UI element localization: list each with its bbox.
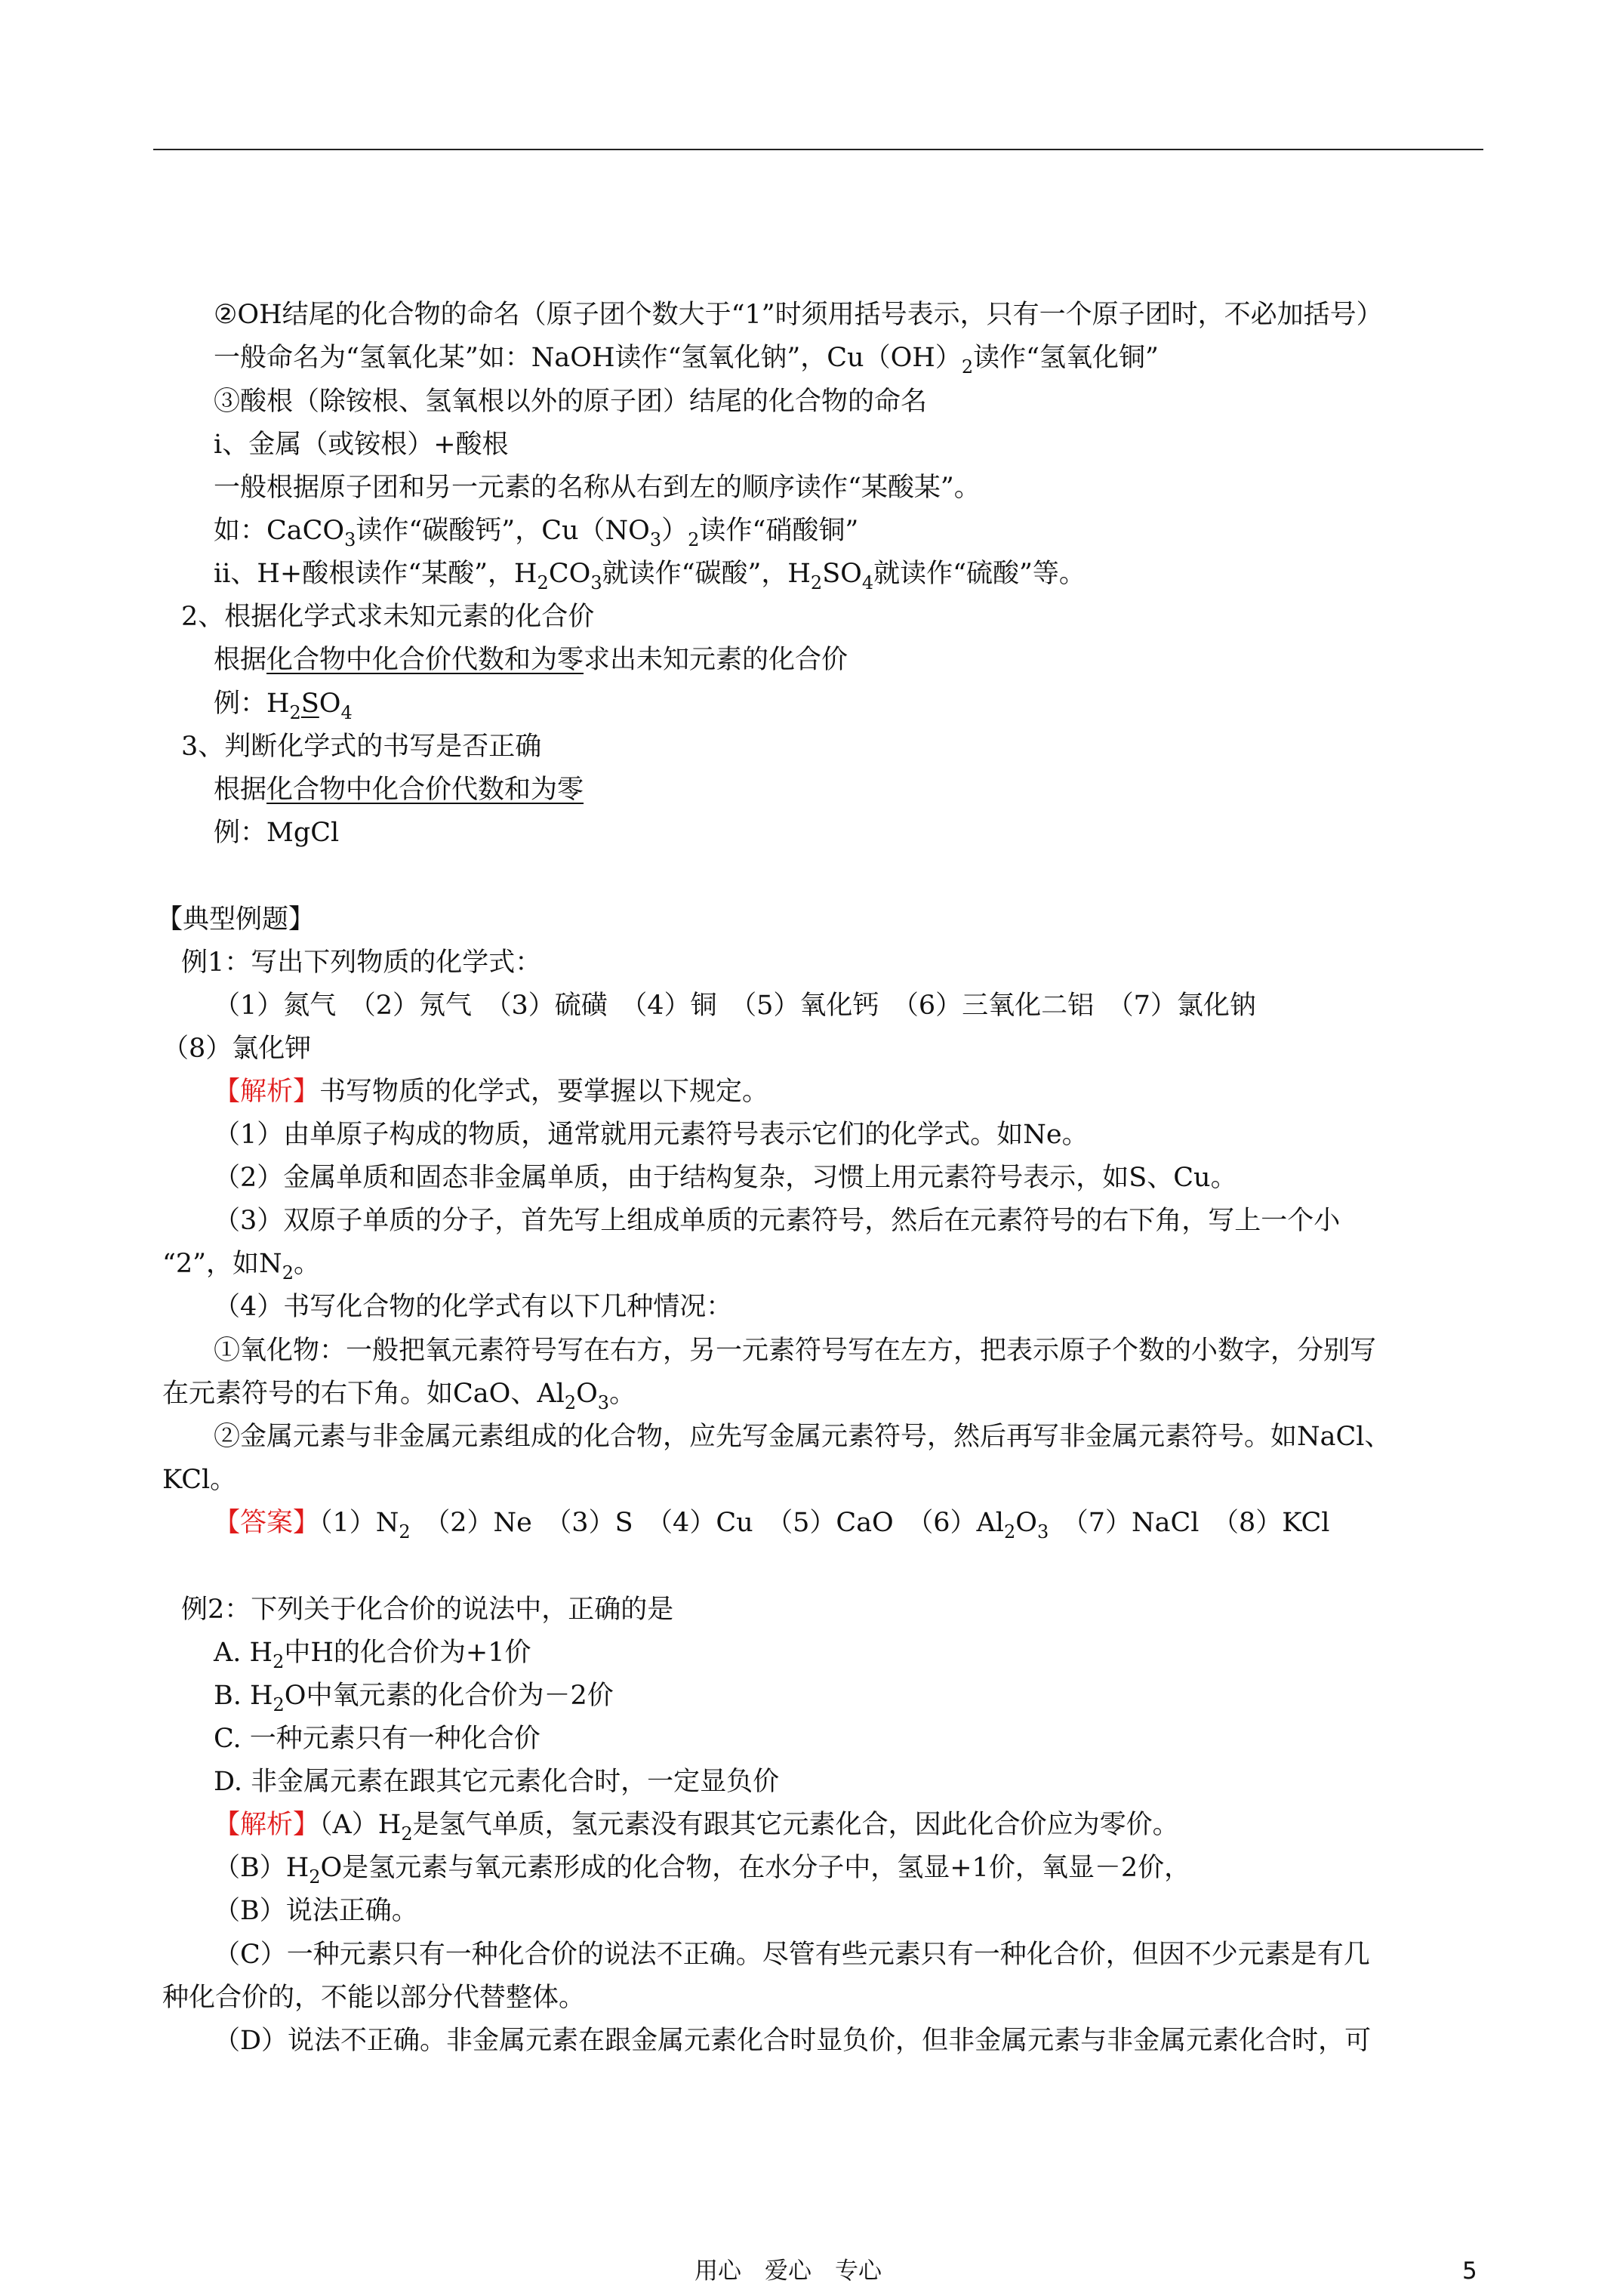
text-line: （1）由单原子构成的物质，通常就用元素符号表示它们的化学式。如Ne。 [214, 1120, 1089, 1150]
text-line: （8）氯化钾 [162, 1034, 312, 1064]
text-line: （1）氮气 （2）氖气 （3）硫磺 （4）铜 （5）氧化钙 （6）三氧化二铝 （7）氯化钠 [214, 991, 1256, 1021]
text-line: 一般命名为“氢氧化某”如：NaOH读作“氢氧化钠”，$Cu(OH)_2$读作“氢氧化铜” [214, 343, 1159, 378]
section-heading: 【典型例题】 [156, 905, 316, 935]
text-line: ⅰ、金属（或铵根）+酸根 [214, 430, 509, 460]
text-line: （2）金属单质和固态非金属单质，由于结构复杂，习惯上用元素符号表示，如S、Cu。 [214, 1163, 1237, 1193]
text-line: $(B)H_2O$是氢元素与氧元素形成的化合物，在水分子中，氢显+1价，氧显－2价， [214, 1853, 1191, 1888]
text-line: 【答案】$(1)N_2$ （2）Ne （3）S （4）Cu （5）CaO $(6)Al_2O_3$ （7）NaCl （8）KCl [214, 1508, 1330, 1542]
text-line: （B）说法正确。 [214, 1896, 418, 1926]
analysis-tag: 【解析】 [214, 1077, 320, 1107]
text-line: （C）一种元素只有一种化合价的说法不正确。尽管有些元素只有一种化合价，但因不少元素是有几 [214, 1940, 1370, 1970]
text-line: 2、根据化学式求未知元素的化合价 [181, 602, 595, 632]
text-line: ⅱ、H+酸根读作“某酸”，$H_2CO_3$就读作“碳酸”，$H_2SO_4$就读作“硫酸”等。 [214, 559, 1086, 593]
page-number: 5 [1462, 2257, 1477, 2285]
text-line: “2”，如$N_2$。 [162, 1249, 320, 1284]
text-line: （4）书写化合物的化学式有以下几种情况： [214, 1292, 733, 1322]
text-line: （3）双原子单质的分子，首先写上组成单质的元素符号，然后在元素符号的右下角，写上一个小 [214, 1206, 1341, 1236]
text-line: KCl。 [162, 1465, 237, 1495]
text-line: 如：CaCO$_3$读作“碳酸钙”，$Cu(NO_3)_2$读作“硝酸铜” [214, 516, 859, 550]
text-line: D. 非金属元素在跟其它元素化合时，一定显负价 [214, 1767, 780, 1797]
text-line: 种化合价的，不能以部分代替整体。 [162, 1983, 586, 2013]
analysis-tag: 【解析】 [214, 1810, 320, 1840]
text-line: ②OH结尾的化合物的命名（原子团个数大于“1”时须用括号表示，只有一个原子团时，不必加括号） [214, 300, 1383, 330]
text-line: ①氧化物：一般把氧元素符号写在右方，另一元素符号写在左方，把表示原子个数的小数字，分别写 [214, 1336, 1377, 1366]
text-line: 例：MgCl [214, 818, 340, 848]
text-line: A. $H_2$中H的化合价为+1价 [214, 1638, 531, 1672]
text-line: 例2：下列关于化合价的说法中，正确的是 [181, 1595, 674, 1625]
text-line: 一般根据原子团和另一元素的名称从右到左的顺序读作“某酸某”。 [214, 473, 981, 503]
footer-motto: 用心 爱心 专心 [694, 2257, 882, 2285]
header-rule [153, 149, 1483, 150]
text-line: 【解析】书写物质的化学式，要掌握以下规定。 [214, 1077, 769, 1107]
text-line: ③酸根（除铵根、氢氧根以外的原子团）结尾的化合物的命名 [214, 387, 928, 417]
answer-tag: 【答案】 [214, 1508, 320, 1538]
text-line: 根据化合物中化合价代数和为零 [214, 775, 584, 805]
text-line: 3、判断化学式的书写是否正确 [181, 732, 542, 762]
text-line: 例：$H_2SO_4$ [214, 689, 353, 723]
text-line: 根据化合物中化合价代数和为零求出未知元素的化合价 [214, 645, 848, 675]
text-line: （D）说法不正确。非金属元素在跟金属元素化合时显负价，但非金属元素与非金属元素化合时，可 [214, 2026, 1372, 2056]
text-line: 在元素符号的右下角。如CaO、$Al_2O_3$。 [162, 1379, 636, 1413]
text-line: 【解析】$(A)H_2$是氢气单质，氢元素没有跟其它元素化合，因此化合价应为零价。 [214, 1810, 1179, 1845]
text-line: C. 一种元素只有一种化合价 [214, 1724, 540, 1754]
text-line: B. $H_2O$中氧元素的化合价为－2价 [214, 1681, 614, 1715]
text-line: 例1：写出下列物质的化学式： [181, 948, 542, 978]
text-line: ②金属元素与非金属元素组成的化合物，应先写金属元素符号，然后再写非金属元素符号。如NaCl、 [214, 1422, 1391, 1452]
